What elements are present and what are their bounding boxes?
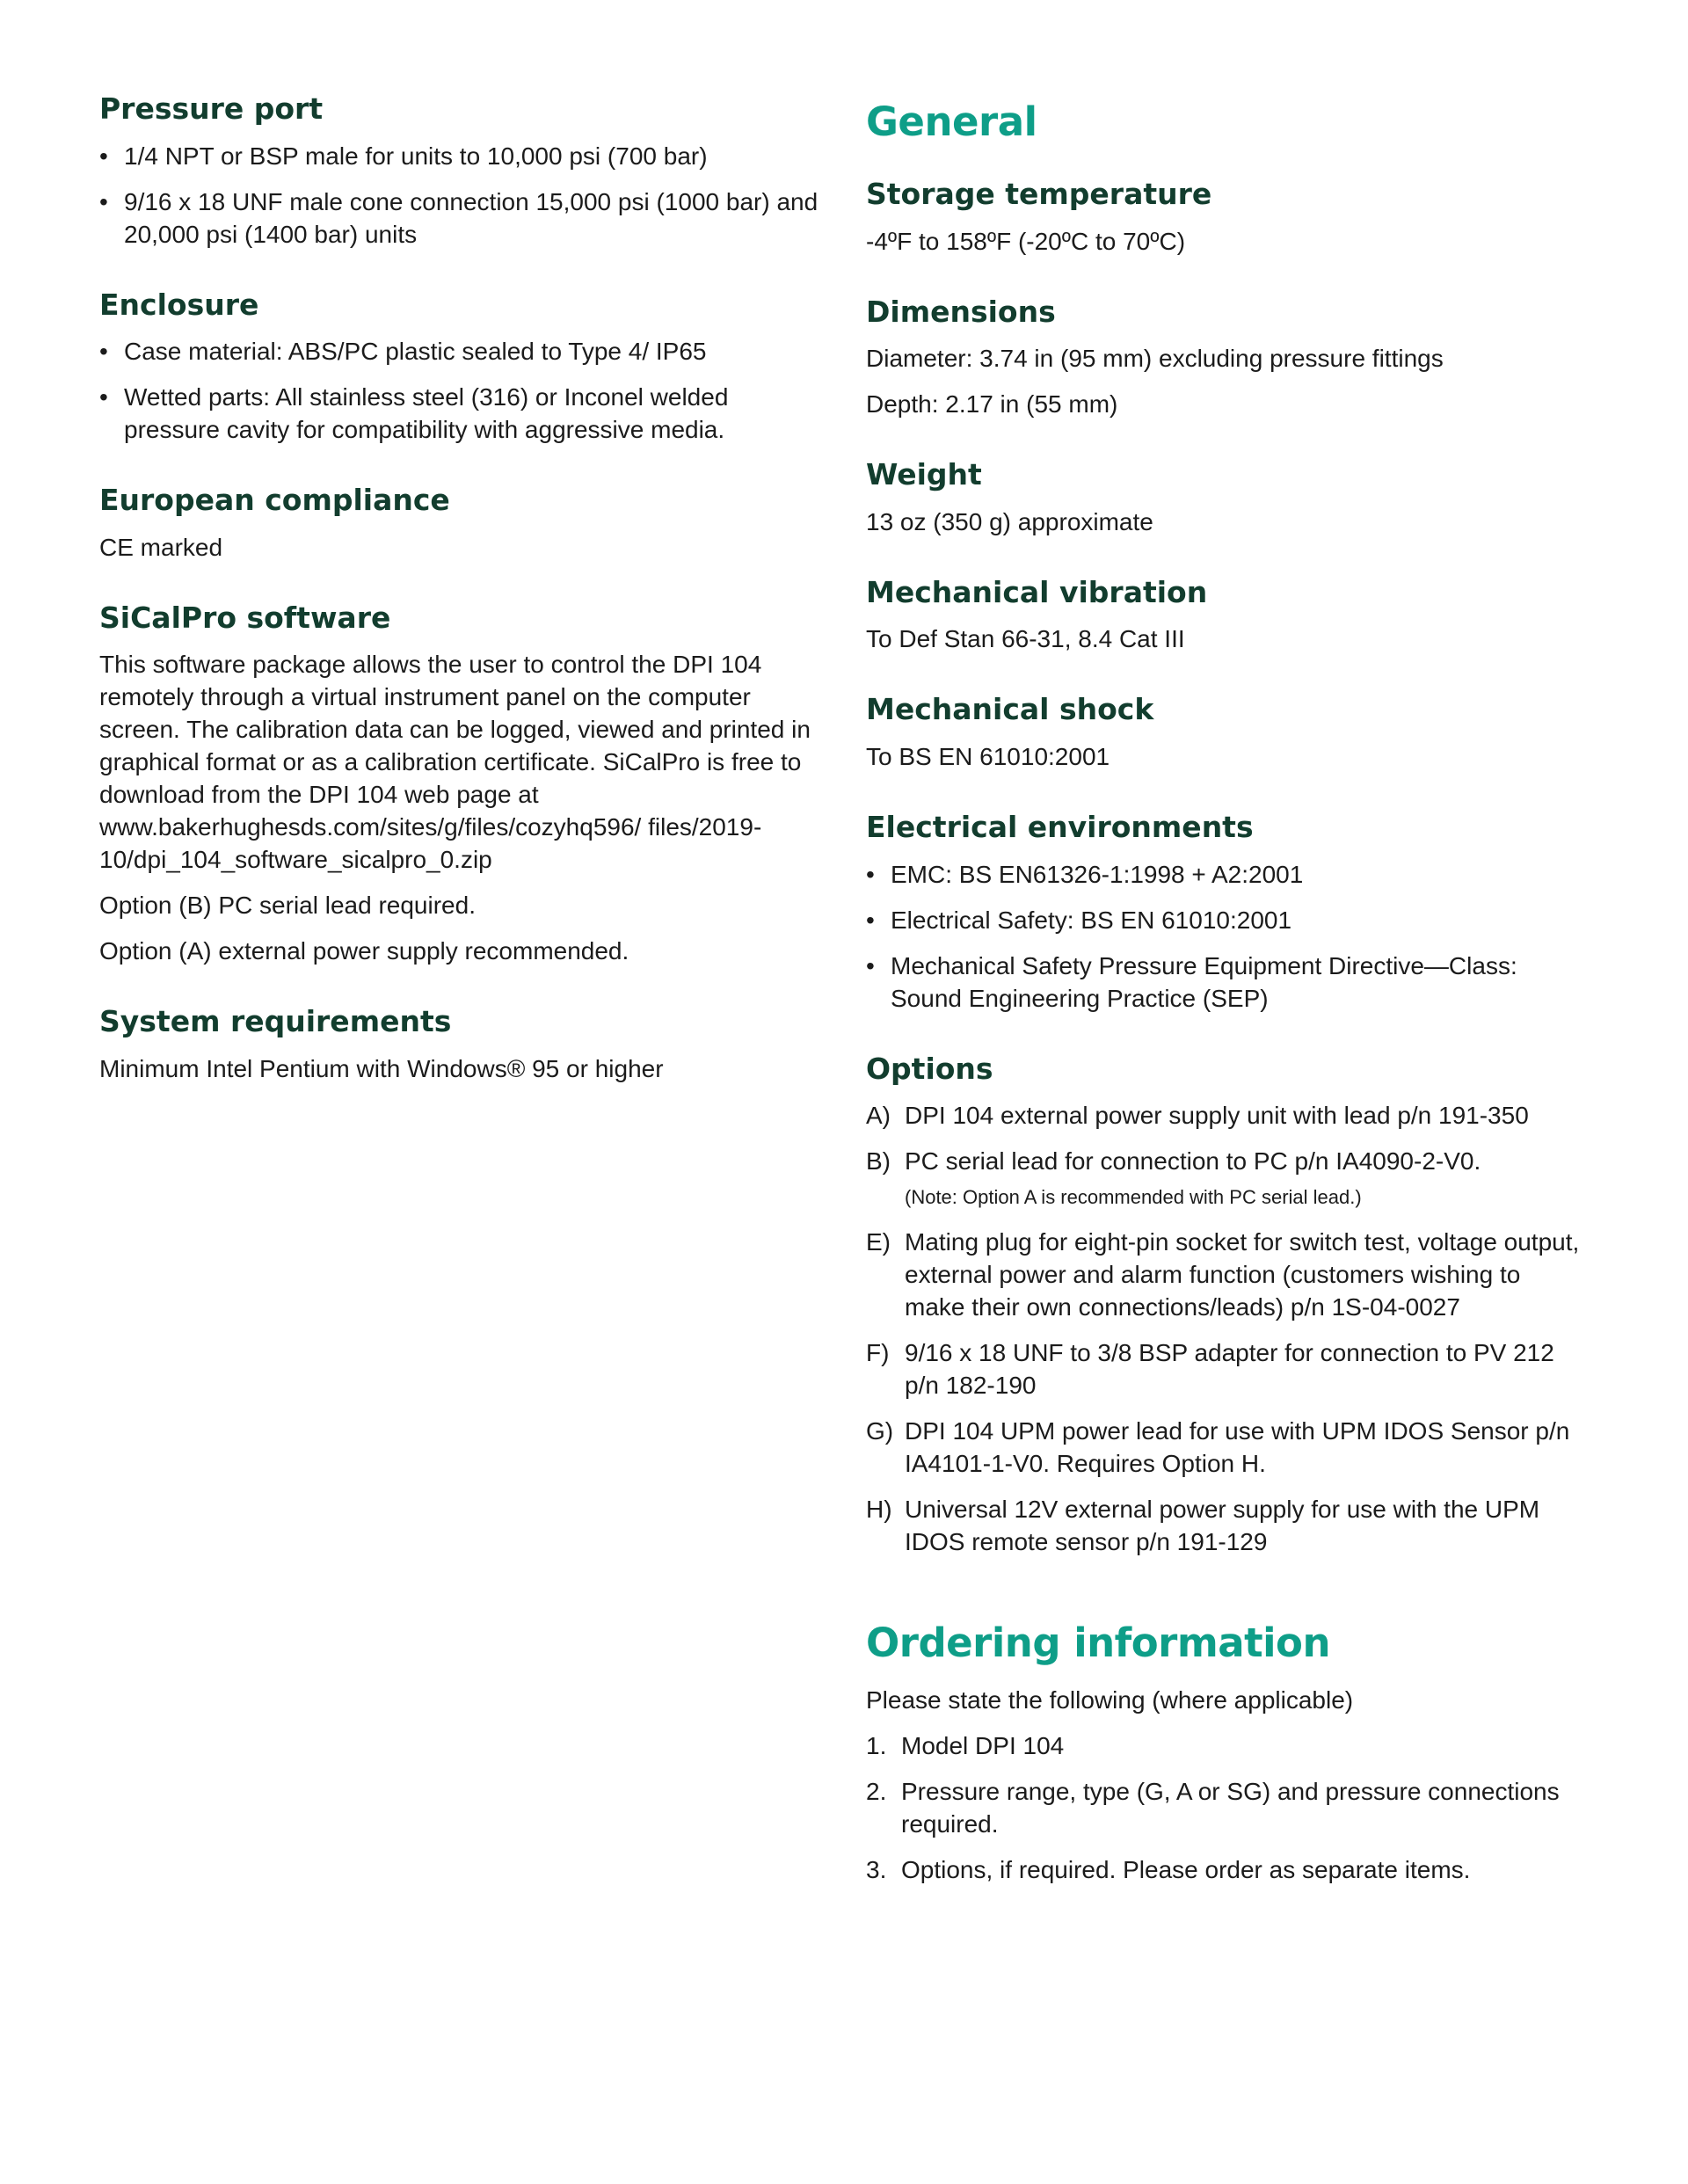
- option-marker: H): [866, 1496, 892, 1524]
- ordering-item: [866, 1853, 1582, 1886]
- electrical-environments-title: Electrical environments: [866, 809, 1254, 844]
- electrical-environments-list: [866, 858, 1582, 1015]
- option-text: PC serial lead for connection to PC p/n IA4090-2-V0.: [905, 1147, 1481, 1176]
- european-compliance-section: [99, 483, 820, 564]
- list-item: • Wetted parts: All stainless steel (316) or Inconel welded pressure cavity for compatibility with aggressive media.: [99, 381, 820, 446]
- ordering-information-section: [866, 1620, 1582, 1886]
- option-item: [866, 1415, 1582, 1480]
- right-column: [866, 91, 1582, 1899]
- weight-title: Weight: [866, 457, 982, 492]
- dimensions-section: [866, 295, 1582, 421]
- list-item: • EMC: BS EN61326-1:1998 + A2:2001: [866, 858, 1582, 891]
- option-text: 9/16 x 18 UNF to 3/8 BSP adapter for connection to PV 212 p/n 182-190: [905, 1339, 1554, 1400]
- option-marker: B): [866, 1147, 891, 1176]
- ordering-marker: 2.: [866, 1778, 887, 1806]
- option-text: Universal 12V external power supply for use with the UPM IDOS remote sensor p/n 191-129: [905, 1496, 1540, 1556]
- european-compliance-title: European compliance: [99, 483, 450, 518]
- ordering-marker: 1.: [866, 1732, 887, 1760]
- storage-temperature-text: -4ºF to 158ºF (-20ºC to 70ºC): [866, 227, 1186, 255]
- dimensions-diameter: Diameter: 3.74 in (95 mm) excluding pressure fittings: [866, 345, 1444, 373]
- left-column: [99, 91, 820, 1122]
- mechanical-shock-text: To BS EN 61010:2001: [866, 742, 1110, 770]
- option-item: [866, 1145, 1582, 1212]
- option-marker: E): [866, 1228, 891, 1256]
- ordering-item: [866, 1775, 1582, 1840]
- list-item: • 1/4 NPT or BSP male for units to 10,000 psi (700 bar): [99, 140, 820, 172]
- ordering-text: Model DPI 104: [901, 1732, 1065, 1760]
- sicalpro-note-b: Option (B) PC serial lead required.: [99, 892, 476, 920]
- storage-temperature-section: [866, 177, 1582, 258]
- option-text: DPI 104 external power supply unit with lead p/n 191-350: [905, 1102, 1529, 1130]
- mechanical-shock-title: Mechanical shock: [866, 692, 1154, 727]
- general-heading: General: [866, 98, 1037, 145]
- dimensions-title: Dimensions: [866, 294, 1056, 329]
- weight-text: 13 oz (350 g) approximate: [866, 507, 1153, 535]
- option-item: [866, 1493, 1582, 1558]
- dimensions-depth: Depth: 2.17 in (55 mm): [866, 390, 1118, 419]
- enclosure-title: Enclosure: [99, 287, 259, 322]
- option-item: [866, 1099, 1582, 1132]
- electrical-environments-section: [866, 810, 1582, 1015]
- option-text: DPI 104 UPM power lead for use with UPM IDOS Sensor p/n IA4101-1-V0. Requires Option H.: [905, 1417, 1570, 1478]
- sicalpro-note-a: Option (A) external power supply recommended.: [99, 937, 629, 965]
- list-item: • 9/16 x 18 UNF male cone connection 15,000 psi (1000 bar) and 20,000 psi (1400 bar) units: [99, 186, 820, 251]
- list-item: • Electrical Safety: BS EN 61010:2001: [866, 904, 1582, 936]
- ordering-text: Pressure range, type (G, A or SG) and pressure connections required.: [901, 1778, 1560, 1838]
- options-title: Options: [866, 1051, 993, 1086]
- system-requirements-section: [99, 1004, 820, 1085]
- option-item: [866, 1226, 1582, 1323]
- mechanical-vibration-section: [866, 575, 1582, 656]
- option-text: Mating plug for eight-pin socket for switch test, voltage output, external power and alarm function (customers wishing to make their own connections/leads) p/n 1S-04-0027: [905, 1228, 1580, 1321]
- system-requirements-title: System requirements: [99, 1004, 452, 1039]
- options-section: [866, 1052, 1582, 1559]
- pressure-port-section: [99, 91, 820, 251]
- list-item: • Case material: ABS/PC plastic sealed to Type 4/ IP65: [99, 335, 820, 368]
- ordering-list: [866, 1729, 1582, 1886]
- ordering-item: [866, 1729, 1582, 1762]
- mechanical-vibration-title: Mechanical vibration: [866, 574, 1208, 609]
- pressure-port-list: [99, 140, 820, 251]
- ordering-marker: 3.: [866, 1856, 887, 1884]
- ordering-information-heading: Ordering information: [866, 1620, 1331, 1667]
- storage-temperature-title: Storage temperature: [866, 177, 1212, 211]
- option-note: (Note: Option A is recommended with PC serial lead.): [905, 1186, 1362, 1209]
- option-marker: F): [866, 1339, 890, 1367]
- mechanical-vibration-text: To Def Stan 66-31, 8.4 Cat III: [866, 625, 1185, 653]
- ordering-text: Options, if required. Please order as separate items.: [901, 1856, 1471, 1884]
- mechanical-shock-section: [866, 692, 1582, 773]
- enclosure-section: [99, 288, 820, 447]
- european-compliance-text: CE marked: [99, 533, 223, 561]
- ordering-intro: Please state the following (where applicable): [866, 1686, 1354, 1714]
- weight-section: [866, 457, 1582, 538]
- option-marker: G): [866, 1417, 894, 1445]
- enclosure-list: [99, 335, 820, 446]
- sicalpro-description: This software package allows the user to control the DPI 104 remotely through a virtual instrument panel on the computer screen. The calibration data can be logged, viewed and printed in graphical format or as a calibration certificate. SiCalPro is free to download from the DPI 104 web page at www.bakerhughesds.com/sites/g/files/cozyhq596/ files/2019-10/dpi_104_software_sicalpro_0.zip: [99, 651, 811, 874]
- list-item: • Mechanical Safety Pressure Equipment Directive—Class: Sound Engineering Practice (SEP): [866, 950, 1582, 1015]
- system-requirements-text: Minimum Intel Pentium with Windows® 95 or higher: [99, 1054, 664, 1082]
- options-list: [866, 1099, 1582, 1558]
- option-item: [866, 1336, 1582, 1401]
- sicalpro-title: SiCalPro software: [99, 600, 391, 635]
- option-marker: A): [866, 1102, 891, 1130]
- sicalpro-section: [99, 601, 820, 968]
- pressure-port-title: Pressure port: [99, 91, 324, 126]
